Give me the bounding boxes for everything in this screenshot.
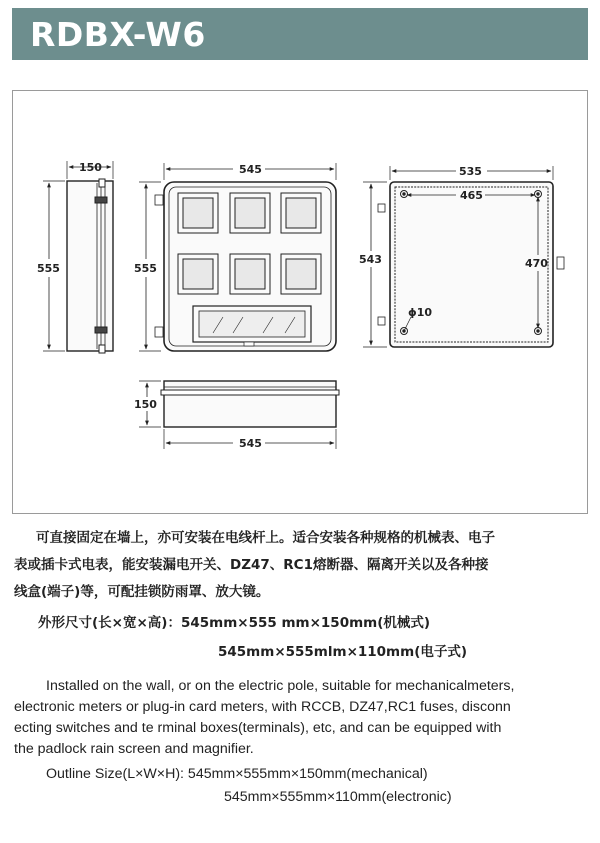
- title-bar: [12, 8, 588, 60]
- front-height-label: 555: [134, 262, 157, 275]
- en-line-2: electronic meters or plug-in card meters, with RCCB, DZ47,RC1 fuses, disconn: [14, 699, 511, 715]
- zh-size-line-1: 外形尺寸(长×宽×高)：545mm×555 mm×150mm(机械式): [38, 615, 431, 631]
- drawing-svg: [13, 91, 589, 515]
- en-size-line-1: Outline Size(L×W×H): 545mm×555mm×150mm(mechanical): [46, 766, 428, 782]
- en-size-line-2: 545mm×555mm×110mm(electronic): [224, 789, 452, 805]
- en-line-4: the padlock rain screen and magnifier.: [14, 741, 254, 757]
- page-title: RDBX-W6: [30, 15, 206, 54]
- side-width-label: 150: [79, 161, 102, 174]
- back-height-label: 543: [359, 253, 382, 266]
- hole-span-y-label: 470: [525, 257, 548, 270]
- side-height-label: 555: [37, 262, 60, 275]
- front-view: [139, 163, 336, 351]
- zh-size-line-2: 545mm×555mlm×110mm(电子式): [218, 644, 468, 660]
- zh-line-2: 表或插卡式电表，能安装漏电开关、DZ47、RC1熔断器、隔离开关以及各种接: [14, 557, 489, 573]
- en-line-1: Installed on the wall, or on the electric pole, suitable for mechanicalmeters,: [46, 678, 515, 694]
- front-width-label: 545: [239, 163, 262, 176]
- hole-diameter-label: ϕ10: [408, 306, 433, 319]
- zh-line-1: 可直接固定在墙上，亦可安装在电线杆上。适合安装各种规格的机械表、电子: [36, 530, 495, 546]
- en-line-3: ecting switches and te rminal boxes(terminals), etc, and can be equipped with: [14, 720, 502, 736]
- back-width-label: 535: [459, 165, 482, 178]
- zh-line-3: 线盒(端子)等，可配挂锁防雨罩、放大镜。: [14, 584, 270, 600]
- technical-drawing: [12, 90, 588, 514]
- hole-span-x-label: 465: [460, 189, 483, 202]
- bottom-depth-label: 150: [134, 398, 157, 411]
- bottom-width-label: 545: [239, 437, 262, 450]
- side-view: [43, 161, 113, 353]
